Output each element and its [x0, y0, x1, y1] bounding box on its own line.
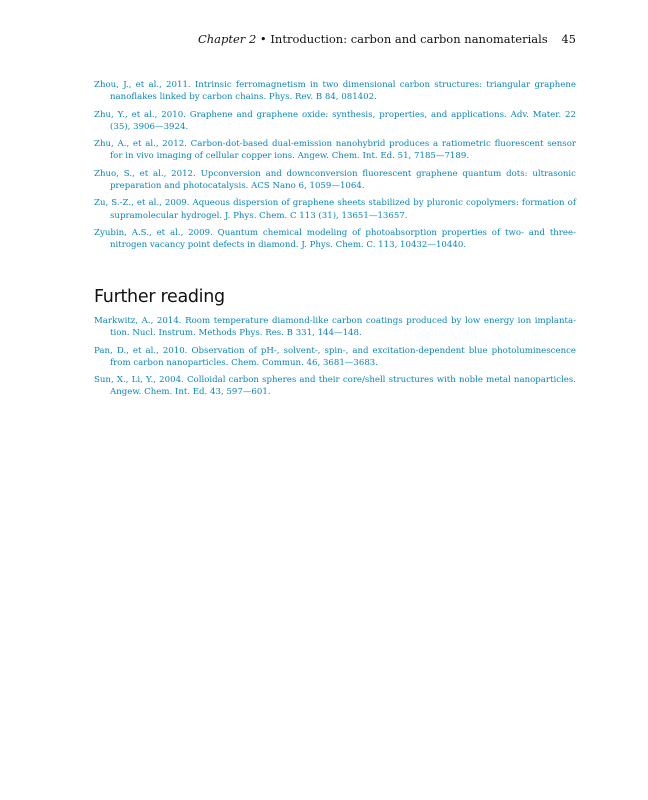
- reference-item[interactable]: Zyubin, A.S., et al., 2009. Quantum chemical modeling of photoabsorption properties of two- and three-nitrogen vacancy point defects in diamond. J. Phys. Chem. C. 113, 10432—10440.: [94, 227, 576, 251]
- further-reading-item[interactable]: Sun, X., Li, Y., 2004. Colloidal carbon spheres and their core/shell structures with noble metal nanoparticles. Angew. Chem. Int. Ed. 43, 597—601.: [94, 375, 576, 398]
- further-reading-heading: Further reading: [94, 287, 225, 307]
- further-reading-item[interactable]: Pan, D., et al., 2010. Observation of pH-, solvent-, spin-, and excitation-dependent blue photoluminescence from carbon nanoparticles. Chem. Commun. 46, 3681—3683.: [94, 345, 576, 368]
- further-reading-item[interactable]: Markwitz, A., 2014. Room temperature diamond-like carbon coatings produced by low energy ion implanta-tion. Nucl. Instrum. Methods Phys. Res. B 331, 144—148.: [94, 316, 576, 339]
- reference-item[interactable]: Zhou, J., et al., 2011. Intrinsic ferromagnetism in two dimensional carbon structures: triangular graphene nanoflakes linked by carbon chains. Phys. Rev. B 84, 081402.: [94, 80, 576, 103]
- reference-item[interactable]: Zhuo, S., et al., 2012. Upconversion and downconversion fluorescent graphene quantum dots: ultrasonic preparation and photocatalysis. ACS Nano 6, 1059—1064.: [94, 168, 576, 192]
- reference-item[interactable]: Zhu, A., et al., 2012. Carbon-dot-based dual-emission nanohybrid produces a ratiometric fluorescent sensor for in vivo imaging of cellular copper ions. Angew. Chem. Int. Ed. 51, 7185—7189.: [94, 139, 576, 162]
- chapter-label: Chapter 2: [197, 32, 257, 46]
- running-header: [198, 32, 576, 46]
- reference-list: [94, 79, 576, 257]
- reference-item[interactable]: Zhu, Y., et al., 2010. Graphene and graphene oxide: synthesis, properties, and applications. Adv. Mater. 22 (35), 3906—3924.: [94, 109, 576, 132]
- chapter-title: Introduction: carbon and carbon nanomaterials: [270, 32, 548, 46]
- reference-item[interactable]: Zu, S.-Z., et al., 2009. Aqueous dispersion of graphene sheets stabilized by pluronic copolymers: formation of supramolecular hydrogel. J. Phys. Chem. C 113 (31), 13651—13657.: [94, 198, 576, 221]
- header-bullet: •: [259, 32, 267, 46]
- page-number: 45: [561, 32, 576, 46]
- further-reading-list: [94, 315, 576, 404]
